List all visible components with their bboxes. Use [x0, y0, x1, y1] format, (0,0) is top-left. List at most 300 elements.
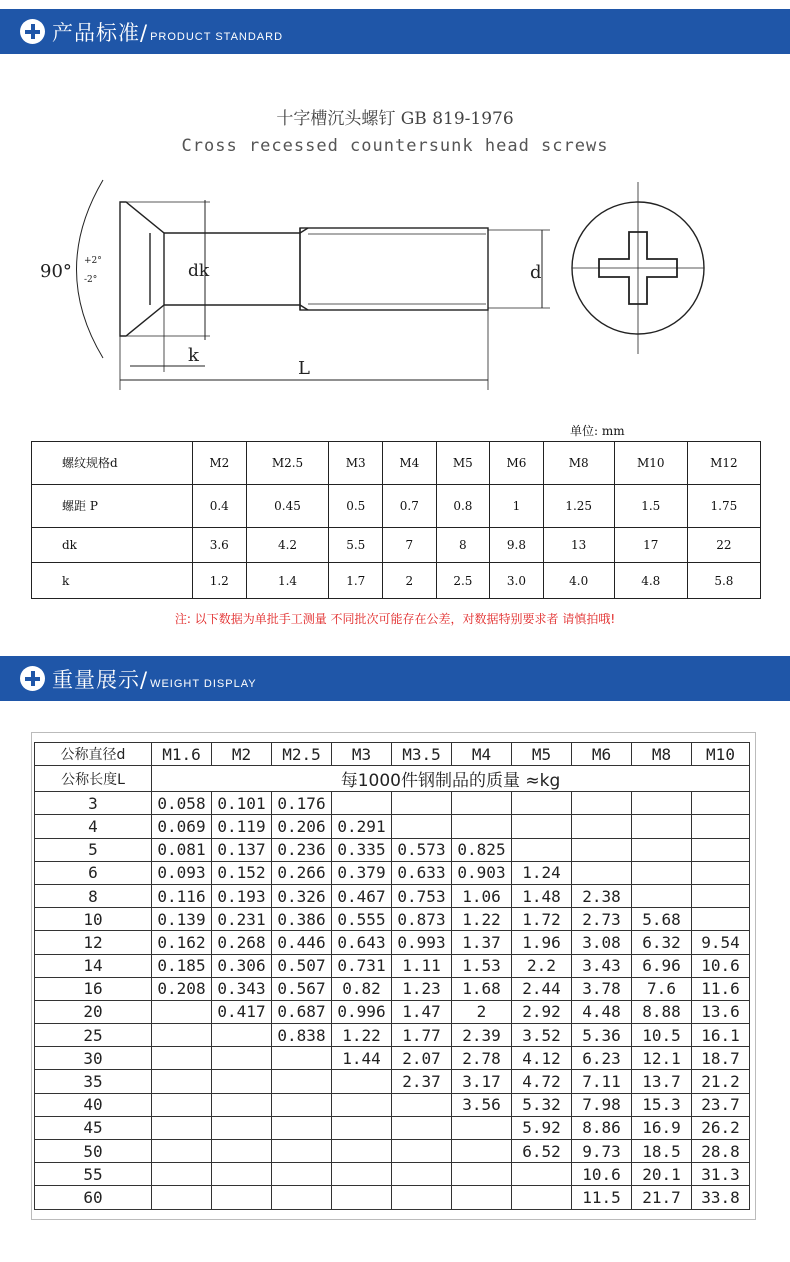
table-row — [35, 908, 750, 931]
spec-cell: 1.75 — [687, 484, 760, 527]
table-row — [35, 1163, 750, 1186]
length-cell: 50 — [35, 1140, 152, 1163]
spec-cell: 1 — [490, 484, 544, 527]
angle-tolerance-lower: -2° — [84, 275, 98, 285]
weight-cell: 1.53 — [452, 954, 512, 977]
weight-cell — [632, 792, 692, 815]
weight-cell — [512, 815, 572, 838]
spec-cell: M5 — [436, 442, 490, 485]
weight-table — [34, 742, 750, 1210]
weight-cell: 7.98 — [572, 1093, 632, 1116]
weight-cell: 5.36 — [572, 1024, 632, 1047]
weight-cell: 0.069 — [152, 815, 212, 838]
weight-cell — [332, 792, 392, 815]
spec-cell: 22 — [687, 527, 760, 563]
weight-cell: 2.92 — [512, 1000, 572, 1023]
weight-cell — [452, 1186, 512, 1209]
drawing-title-cn: 十字槽沉头螺钉 GB 819-1976 — [276, 109, 514, 129]
section-header-weight-display — [0, 656, 790, 701]
dk-label: dk — [188, 261, 210, 281]
weight-cell: 2.39 — [452, 1024, 512, 1047]
weight-cell: 13.7 — [632, 1070, 692, 1093]
spec-cell: 1.5 — [614, 484, 687, 527]
weight-cell: 4.12 — [512, 1047, 572, 1070]
spec-cell: 1.25 — [543, 484, 614, 527]
weight-cell: 0.231 — [212, 908, 272, 931]
weight-cell — [212, 1024, 272, 1047]
weight-cell: 0.326 — [272, 884, 332, 907]
weight-cell: 0.567 — [272, 977, 332, 1000]
weight-cell: 0.101 — [212, 792, 272, 815]
weight-cell — [212, 1186, 272, 1209]
weight-cell: 2.07 — [392, 1047, 452, 1070]
weight-cell — [632, 815, 692, 838]
table-row — [35, 861, 750, 884]
weight-cell — [632, 838, 692, 861]
weight-cell: 1.23 — [392, 977, 452, 1000]
weight-cell — [152, 1093, 212, 1116]
spec-cell: 0.4 — [193, 484, 247, 527]
weight-cell: 0.093 — [152, 861, 212, 884]
weight-cell — [332, 1070, 392, 1093]
table-row — [35, 954, 750, 977]
spec-cell: 4.8 — [614, 563, 687, 599]
length-cell: 14 — [35, 954, 152, 977]
weight-cell: 9.54 — [692, 931, 750, 954]
length-corner-label: 公称长度L — [35, 766, 152, 792]
weight-cell — [692, 838, 750, 861]
spec-cell: 4.2 — [246, 527, 329, 563]
weight-cell: 0.236 — [272, 838, 332, 861]
weight-cell: 1.72 — [512, 908, 572, 931]
weight-cell: 0.116 — [152, 884, 212, 907]
spec-cell: M2.5 — [246, 442, 329, 485]
weight-cell — [152, 1070, 212, 1093]
weight-cell: 8.86 — [572, 1116, 632, 1139]
weight-cell — [332, 1116, 392, 1139]
section-separator: / — [140, 21, 149, 45]
weight-cell: 0.193 — [212, 884, 272, 907]
weight-cell: 10.5 — [632, 1024, 692, 1047]
weight-cell: 0.633 — [392, 861, 452, 884]
weight-cell: 0.753 — [392, 884, 452, 907]
weight-cell — [332, 1186, 392, 1209]
spec-row — [32, 527, 761, 563]
weight-cell — [392, 1093, 452, 1116]
weight-cell: 0.873 — [392, 908, 452, 931]
weight-cell: 1.47 — [392, 1000, 452, 1023]
weight-cell — [392, 792, 452, 815]
weight-cell: 2.73 — [572, 908, 632, 931]
weight-cell — [152, 1186, 212, 1209]
angle-tolerance-upper: +2° — [84, 256, 102, 266]
length-cell: 45 — [35, 1116, 152, 1139]
spec-row — [32, 442, 761, 485]
weight-cell — [212, 1047, 272, 1070]
weight-cell: 0.343 — [212, 977, 272, 1000]
weight-cell — [392, 815, 452, 838]
weight-cell: 0.417 — [212, 1000, 272, 1023]
weight-cell: 0.507 — [272, 954, 332, 977]
weight-cell: 16.9 — [632, 1116, 692, 1139]
spec-row-label: 螺纹规格d — [32, 442, 193, 485]
length-cell: 35 — [35, 1070, 152, 1093]
weight-cell: 0.081 — [152, 838, 212, 861]
weight-cell: 0.467 — [332, 884, 392, 907]
weight-cell: 0.993 — [392, 931, 452, 954]
weight-cell: 2.37 — [392, 1070, 452, 1093]
spec-cell: 13 — [543, 527, 614, 563]
weight-cell — [692, 884, 750, 907]
weight-cell: 3.78 — [572, 977, 632, 1000]
weight-cell: 11.6 — [692, 977, 750, 1000]
weight-cell: 1.24 — [512, 861, 572, 884]
weight-cell: 0.687 — [272, 1000, 332, 1023]
spec-cell: 0.7 — [383, 484, 437, 527]
weight-cell: 18.7 — [692, 1047, 750, 1070]
table-row — [35, 1186, 750, 1209]
plus-circle-icon — [20, 666, 45, 691]
table-row — [35, 1070, 750, 1093]
weight-cell: 21.2 — [692, 1070, 750, 1093]
length-cell: 60 — [35, 1186, 152, 1209]
weight-cell: 1.22 — [452, 908, 512, 931]
spec-cell: 5.5 — [329, 527, 383, 563]
weight-cell — [272, 1186, 332, 1209]
spec-cell: 5.8 — [687, 563, 760, 599]
weight-cell: 0.838 — [272, 1024, 332, 1047]
spec-cell: 8 — [436, 527, 490, 563]
weight-cell — [152, 1116, 212, 1139]
weight-cell: 7.11 — [572, 1070, 632, 1093]
weight-cell — [392, 1163, 452, 1186]
spec-table — [31, 441, 761, 599]
weight-column-header: M1.6 — [152, 743, 212, 766]
spec-cell: 1.4 — [246, 563, 329, 599]
diameter-corner-label: 公称直径d — [35, 743, 152, 766]
weight-cell: 20.1 — [632, 1163, 692, 1186]
table-row — [35, 1024, 750, 1047]
thread-outline — [300, 228, 488, 310]
spec-cell: 3.6 — [193, 527, 247, 563]
weight-cell — [452, 792, 512, 815]
spec-cell: 2.5 — [436, 563, 490, 599]
spec-cell: 1.2 — [193, 563, 247, 599]
weight-cell: 8.88 — [632, 1000, 692, 1023]
weight-cell: 1.22 — [332, 1024, 392, 1047]
weight-cell: 1.77 — [392, 1024, 452, 1047]
spec-cell: M4 — [383, 442, 437, 485]
weight-cell: 1.68 — [452, 977, 512, 1000]
weight-cell — [272, 1070, 332, 1093]
weight-cell — [272, 1140, 332, 1163]
weight-cell: 1.11 — [392, 954, 452, 977]
weight-cell: 3.17 — [452, 1070, 512, 1093]
weight-cell: 2.78 — [452, 1047, 512, 1070]
weight-cell — [512, 792, 572, 815]
table-row — [35, 792, 750, 815]
weight-column-header: M2 — [212, 743, 272, 766]
weight-cell: 31.3 — [692, 1163, 750, 1186]
weight-cell — [452, 815, 512, 838]
weight-cell: 5.68 — [632, 908, 692, 931]
weight-cell — [692, 815, 750, 838]
weight-cell: 3.43 — [572, 954, 632, 977]
length-cell: 16 — [35, 977, 152, 1000]
weight-cell: 13.6 — [692, 1000, 750, 1023]
weight-cell: 0.573 — [392, 838, 452, 861]
spec-cell: M6 — [490, 442, 544, 485]
spec-cell: 3.0 — [490, 563, 544, 599]
weight-cell — [572, 861, 632, 884]
weight-cell: 0.137 — [212, 838, 272, 861]
weight-cell: 10.6 — [572, 1163, 632, 1186]
weight-cell — [632, 861, 692, 884]
weight-cell: 0.291 — [332, 815, 392, 838]
spec-row — [32, 484, 761, 527]
length-cell: 6 — [35, 861, 152, 884]
weight-cell: 33.8 — [692, 1186, 750, 1209]
weight-cell: 0.903 — [452, 861, 512, 884]
weight-cell: 3.52 — [512, 1024, 572, 1047]
weight-cell: 0.825 — [452, 838, 512, 861]
weight-cell: 1.48 — [512, 884, 572, 907]
table-row — [35, 931, 750, 954]
section-title-cn: 产品标准 — [52, 21, 140, 45]
weight-cell: 23.7 — [692, 1093, 750, 1116]
weight-cell: 18.5 — [632, 1140, 692, 1163]
weight-cell: 3.08 — [572, 931, 632, 954]
table-row — [35, 977, 750, 1000]
length-cell: 3 — [35, 792, 152, 815]
table-row — [35, 1116, 750, 1139]
spec-cell: 0.45 — [246, 484, 329, 527]
weight-column-header: M6 — [572, 743, 632, 766]
length-cell: 30 — [35, 1047, 152, 1070]
weight-cell: 1.37 — [452, 931, 512, 954]
weight-cell: 0.555 — [332, 908, 392, 931]
L-label: L — [298, 358, 310, 379]
spec-cell: M3 — [329, 442, 383, 485]
section-title-en: PRODUCT STANDARD — [150, 31, 284, 43]
weight-cell — [212, 1116, 272, 1139]
weight-cell — [572, 838, 632, 861]
weight-cell: 1.06 — [452, 884, 512, 907]
table-row — [35, 884, 750, 907]
weight-cell — [212, 1163, 272, 1186]
weight-cell: 10.6 — [692, 954, 750, 977]
weight-column-header: M3.5 — [392, 743, 452, 766]
table-row — [35, 1093, 750, 1116]
table-row — [35, 1000, 750, 1023]
weight-cell: 11.5 — [572, 1186, 632, 1209]
weight-subtitle: 每1000件钢制品的质量 ≈kg — [152, 766, 750, 792]
weight-column-header: M4 — [452, 743, 512, 766]
spec-row-label: k — [32, 563, 193, 599]
weight-cell: 0.139 — [152, 908, 212, 931]
weight-cell: 3.56 — [452, 1093, 512, 1116]
unit-label: 单位: mm — [570, 424, 625, 438]
weight-cell — [452, 1116, 512, 1139]
weight-subtitle-row — [35, 766, 750, 792]
length-cell: 40 — [35, 1093, 152, 1116]
weight-column-header: M5 — [512, 743, 572, 766]
weight-cell: 6.96 — [632, 954, 692, 977]
weight-cell — [452, 1140, 512, 1163]
weight-cell — [152, 1024, 212, 1047]
weight-cell: 1.96 — [512, 931, 572, 954]
spec-cell: 1.7 — [329, 563, 383, 599]
spec-cell: 0.5 — [329, 484, 383, 527]
drawing-title-en: Cross recessed countersunk head screws — [181, 136, 609, 156]
weight-cell — [152, 1163, 212, 1186]
length-cell: 10 — [35, 908, 152, 931]
spec-cell: 17 — [614, 527, 687, 563]
weight-cell: 6.52 — [512, 1140, 572, 1163]
weight-cell — [512, 1163, 572, 1186]
weight-cell: 4.48 — [572, 1000, 632, 1023]
weight-table-container — [31, 732, 756, 1222]
weight-cell — [692, 861, 750, 884]
table-row — [35, 815, 750, 838]
weight-cell — [572, 792, 632, 815]
weight-cell — [212, 1093, 272, 1116]
weight-cell: 0.731 — [332, 954, 392, 977]
weight-header-row — [35, 743, 750, 766]
weight-cell — [212, 1140, 272, 1163]
weight-cell: 2 — [452, 1000, 512, 1023]
weight-cell: 0.82 — [332, 977, 392, 1000]
weight-cell: 0.162 — [152, 931, 212, 954]
table-row — [35, 1140, 750, 1163]
spec-cell: 2 — [383, 563, 437, 599]
spec-row-label: 螺距 P — [32, 484, 193, 527]
weight-column-header: M8 — [632, 743, 692, 766]
weight-cell — [212, 1070, 272, 1093]
weight-cell: 6.23 — [572, 1047, 632, 1070]
screw-head-outline — [120, 202, 164, 336]
weight-cell — [512, 1186, 572, 1209]
weight-cell: 26.2 — [692, 1116, 750, 1139]
weight-cell: 5.32 — [512, 1093, 572, 1116]
weight-cell — [272, 1163, 332, 1186]
length-cell: 4 — [35, 815, 152, 838]
weight-cell: 0.268 — [212, 931, 272, 954]
length-cell: 25 — [35, 1024, 152, 1047]
length-cell: 8 — [35, 884, 152, 907]
weight-cell — [332, 1163, 392, 1186]
weight-cell: 0.119 — [212, 815, 272, 838]
weight-cell — [452, 1163, 512, 1186]
length-cell: 12 — [35, 931, 152, 954]
spec-cell: 7 — [383, 527, 437, 563]
weight-cell: 2.38 — [572, 884, 632, 907]
angle-label: 90° — [40, 261, 72, 282]
spec-cell: 0.8 — [436, 484, 490, 527]
weight-cell: 0.176 — [272, 792, 332, 815]
plus-circle-icon — [20, 19, 45, 44]
weight-cell: 9.73 — [572, 1140, 632, 1163]
weight-cell: 7.6 — [632, 977, 692, 1000]
weight-cell — [572, 815, 632, 838]
section-title-cn: 重量展示 — [52, 668, 140, 692]
section-separator: / — [140, 668, 149, 692]
weight-cell: 28.8 — [692, 1140, 750, 1163]
length-cell: 55 — [35, 1163, 152, 1186]
disclaimer-note: 注: 以下数据为单批手工测量 不同批次可能存在公差，对数据特别要求者 请慎拍哦! — [174, 612, 616, 626]
weight-cell — [392, 1140, 452, 1163]
spec-cell: 9.8 — [490, 527, 544, 563]
spec-cell: 4.0 — [543, 563, 614, 599]
weight-cell: 2.44 — [512, 977, 572, 1000]
weight-cell: 6.32 — [632, 931, 692, 954]
weight-cell: 2.2 — [512, 954, 572, 977]
weight-column-header: M2.5 — [272, 743, 332, 766]
weight-cell: 0.996 — [332, 1000, 392, 1023]
weight-cell: 0.185 — [152, 954, 212, 977]
weight-cell: 0.208 — [152, 977, 212, 1000]
weight-cell: 16.1 — [692, 1024, 750, 1047]
weight-cell — [392, 1186, 452, 1209]
weight-cell — [632, 884, 692, 907]
weight-cell — [692, 792, 750, 815]
weight-cell — [272, 1047, 332, 1070]
weight-cell — [332, 1093, 392, 1116]
weight-cell: 0.446 — [272, 931, 332, 954]
spec-cell: M12 — [687, 442, 760, 485]
weight-cell: 0.643 — [332, 931, 392, 954]
table-row — [35, 1047, 750, 1070]
weight-cell: 0.335 — [332, 838, 392, 861]
weight-cell: 12.1 — [632, 1047, 692, 1070]
weight-cell — [392, 1116, 452, 1139]
section-title-en: WEIGHT DISPLAY — [150, 678, 257, 690]
weight-cell: 15.3 — [632, 1093, 692, 1116]
weight-cell: 0.379 — [332, 861, 392, 884]
weight-cell: 4.72 — [512, 1070, 572, 1093]
screw-technical-drawing — [0, 170, 790, 400]
length-cell: 5 — [35, 838, 152, 861]
spec-cell: M10 — [614, 442, 687, 485]
spec-row — [32, 563, 761, 599]
weight-cell: 21.7 — [632, 1186, 692, 1209]
weight-cell: 5.92 — [512, 1116, 572, 1139]
weight-cell: 0.152 — [212, 861, 272, 884]
weight-cell — [152, 1000, 212, 1023]
section-header-product-standard — [0, 9, 790, 54]
d-label: d — [530, 262, 542, 283]
weight-cell — [272, 1116, 332, 1139]
spec-cell: M8 — [543, 442, 614, 485]
weight-cell — [272, 1093, 332, 1116]
table-row — [35, 838, 750, 861]
weight-cell — [152, 1047, 212, 1070]
weight-cell — [692, 908, 750, 931]
k-label: k — [188, 345, 199, 366]
weight-cell — [512, 838, 572, 861]
weight-cell: 0.206 — [272, 815, 332, 838]
weight-cell: 0.306 — [212, 954, 272, 977]
weight-cell: 0.266 — [272, 861, 332, 884]
weight-column-header: M10 — [692, 743, 750, 766]
weight-cell — [152, 1140, 212, 1163]
weight-cell: 0.058 — [152, 792, 212, 815]
weight-cell — [332, 1140, 392, 1163]
weight-column-header: M3 — [332, 743, 392, 766]
weight-cell: 0.386 — [272, 908, 332, 931]
weight-cell: 1.44 — [332, 1047, 392, 1070]
spec-cell: M2 — [193, 442, 247, 485]
